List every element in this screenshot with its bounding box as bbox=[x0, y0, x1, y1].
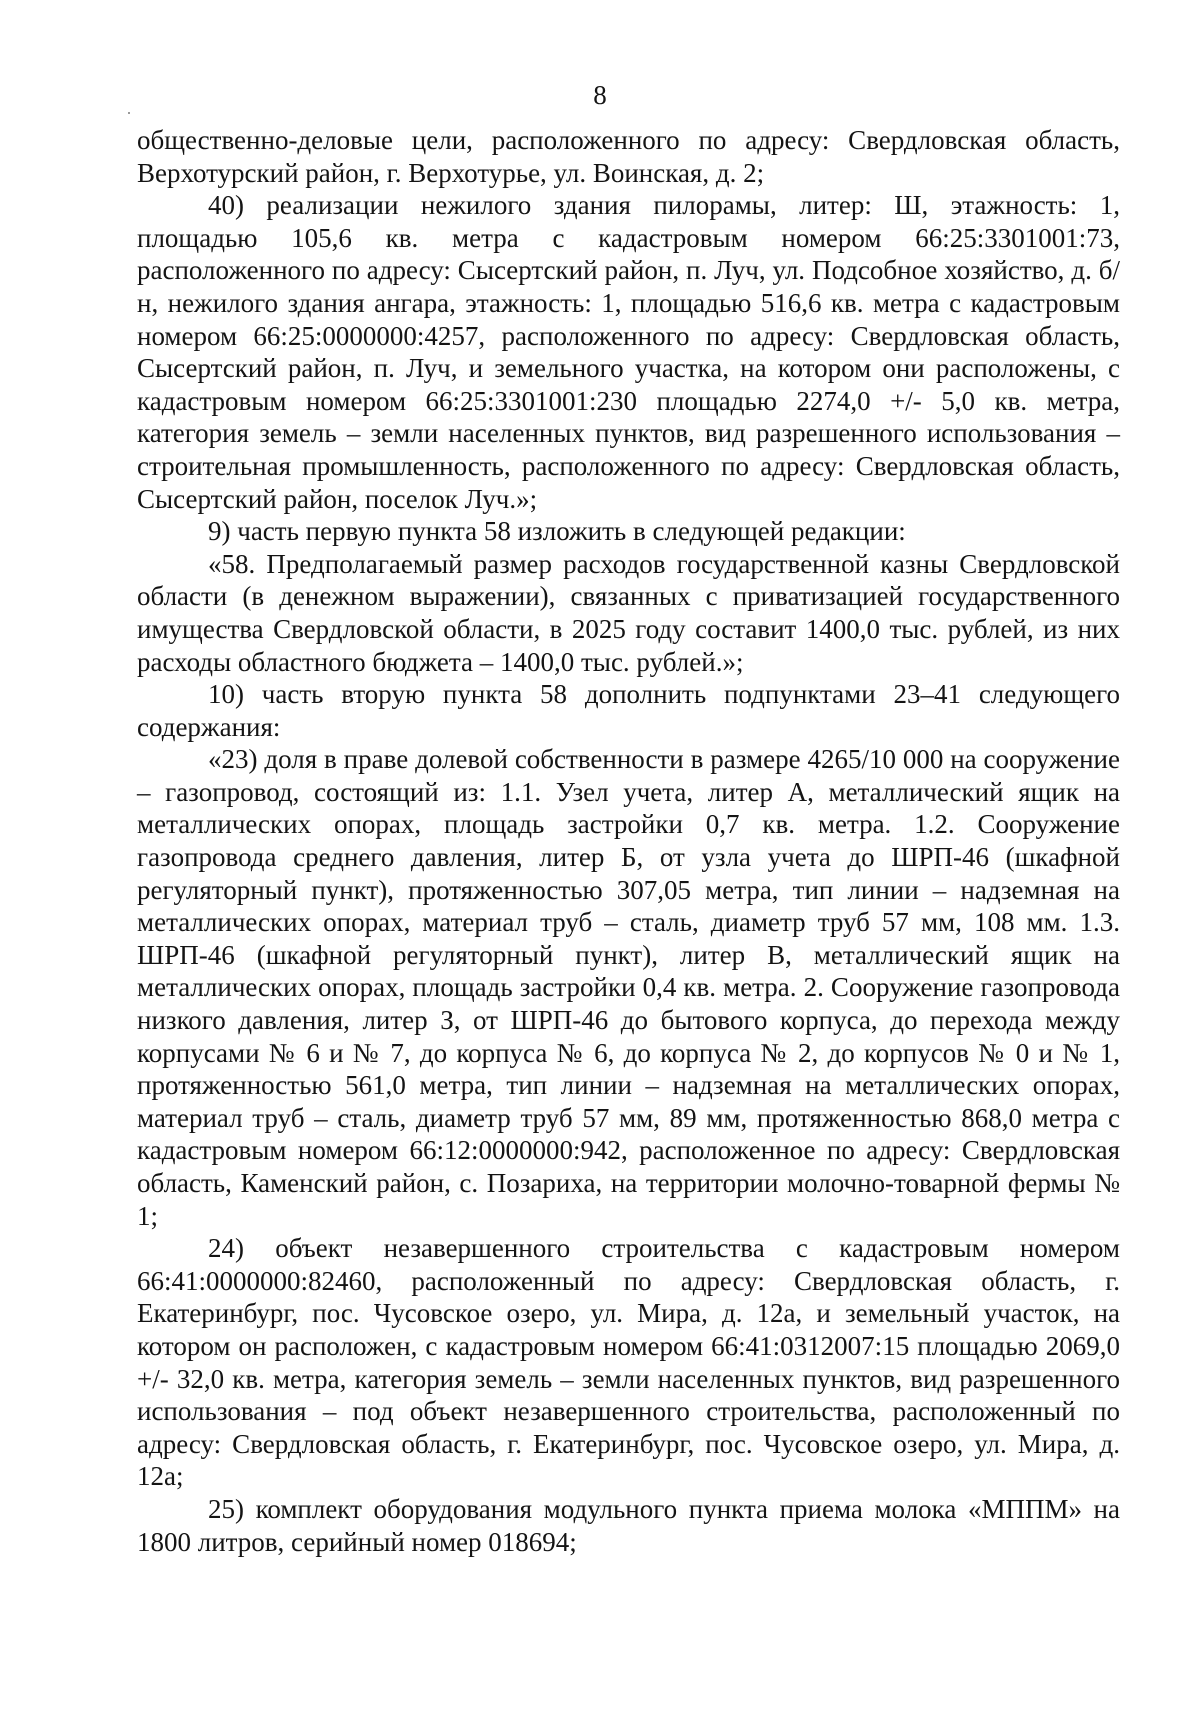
paragraph-item-58: «58. Предполагаемый размер расходов государственной казны Свердловской области (в денежном выражении), связанных с приватизацией государственного имущества Свердловской области, в 2025 году составит 1400,0 тыс. рублей, из них расходы областного бюджета – 1400,0 тыс. рублей.»; bbox=[137, 548, 1120, 677]
scan-speck bbox=[128, 112, 130, 114]
paragraph-item-9: 9) часть первую пункта 58 изложить в следующей редакции: bbox=[208, 516, 906, 547]
paragraph-item-23: «23) доля в праве долевой собственности в размере 4265/10 000 на сооружение – газопровод, состоящий из: 1.1. Узел учета, литер А, металлический ящик на металлических опорах, площадь застройки 0,7 кв. метра. 1.2. Сооружение газопровода среднего давления, литер Б, от узла учета до ШРП-46 (шкафной регуляторный пункт), протяженностью 307,05 метра, тип линии – надземная на металлических опорах, материал труб – сталь, диаметр труб 57 мм, 108 мм. 1.3. ШРП-46 (шкафной регуляторный пункт), литер В, металлический ящик на металлических опорах, площадь застройки 0,4 кв. метра. 2. Сооружение газопровода низкого давления, литер З, от ШРП-46 до бытового корпуса, до перехода между корпусами № 6 и № 7, до корпуса № 6, до корпуса № 2, до корпусов № 0 и № 1, протяженностью 561,0 метра, тип линии – надземная на металлических опорах, материал труб – сталь, диаметр труб 57 мм, 89 мм, протяженностью 868,0 метра с кадастровым номером 66:12:0000000:942, расположенное по адресу: Свердловская область, Каменский район, с. Позариха, на территории молочно-товарной фермы № 1; bbox=[137, 744, 1120, 1231]
page-number: 8 bbox=[593, 80, 607, 110]
document-body bbox=[137, 124, 1120, 1558]
paragraph-continuation: общественно-деловые цели, расположенного по адресу: Свердловская область, Верхотурский район, г. Верхотурье, ул. Воинская, д. 2; bbox=[137, 125, 1120, 188]
paragraph-item-40: 40) реализации нежилого здания пилорамы, литер: Ш, этажность: 1, площадью 105,6 кв. метра с кадастровым номером 66:25:3301001:73, расположенного по адресу: Сысертский район, п. Луч, ул. Подсобное хозяйство, д. б/н, нежилого здания ангара, этажность: 1, площадью 516,6 кв. метра с кадастровым номером 66:25:0000000:4257, расположенного по адресу: Свердловская область, Сысертский район, п. Луч, и земельного участка, на котором они расположены, с кадастровым номером 66:25:3301001:230 площадью 2274,0 +/- 5,0 кв. метра, категория земель – земли населенных пунктов, вид разрешенного использования – строительная промышленность, расположенного по адресу: Свердловская область, Сысертский район, поселок Луч.»; bbox=[137, 190, 1120, 514]
paragraph-item-24: 24) объект незавершенного строительства с кадастровым номером 66:41:0000000:82460, расположенный по адресу: Свердловская область, г. Екатеринбург, пос. Чусовское озеро, ул. Мира, д. 12а, и земельный участок, на котором он расположен, с кадастровым номером 66:41:0312007:15 площадью 2069,0 +/- 32,0 кв. метра, категория земель – земли населенных пунктов, вид разрешенного использования – под объект незавершенного строительства, расположенный по адресу: Свердловская область, г. Екатеринбург, пос. Чусовское озеро, ул. Мира, д. 12а; bbox=[137, 1233, 1120, 1492]
paragraph-item-10: 10) часть вторую пункта 58 дополнить подпунктами 23–41 следующего содержания: bbox=[137, 679, 1120, 742]
paragraph-item-25: 25) комплект оборудования модульного пункта приема молока «МППМ» на 1800 литров, серийный номер 018694; bbox=[137, 1493, 1120, 1557]
